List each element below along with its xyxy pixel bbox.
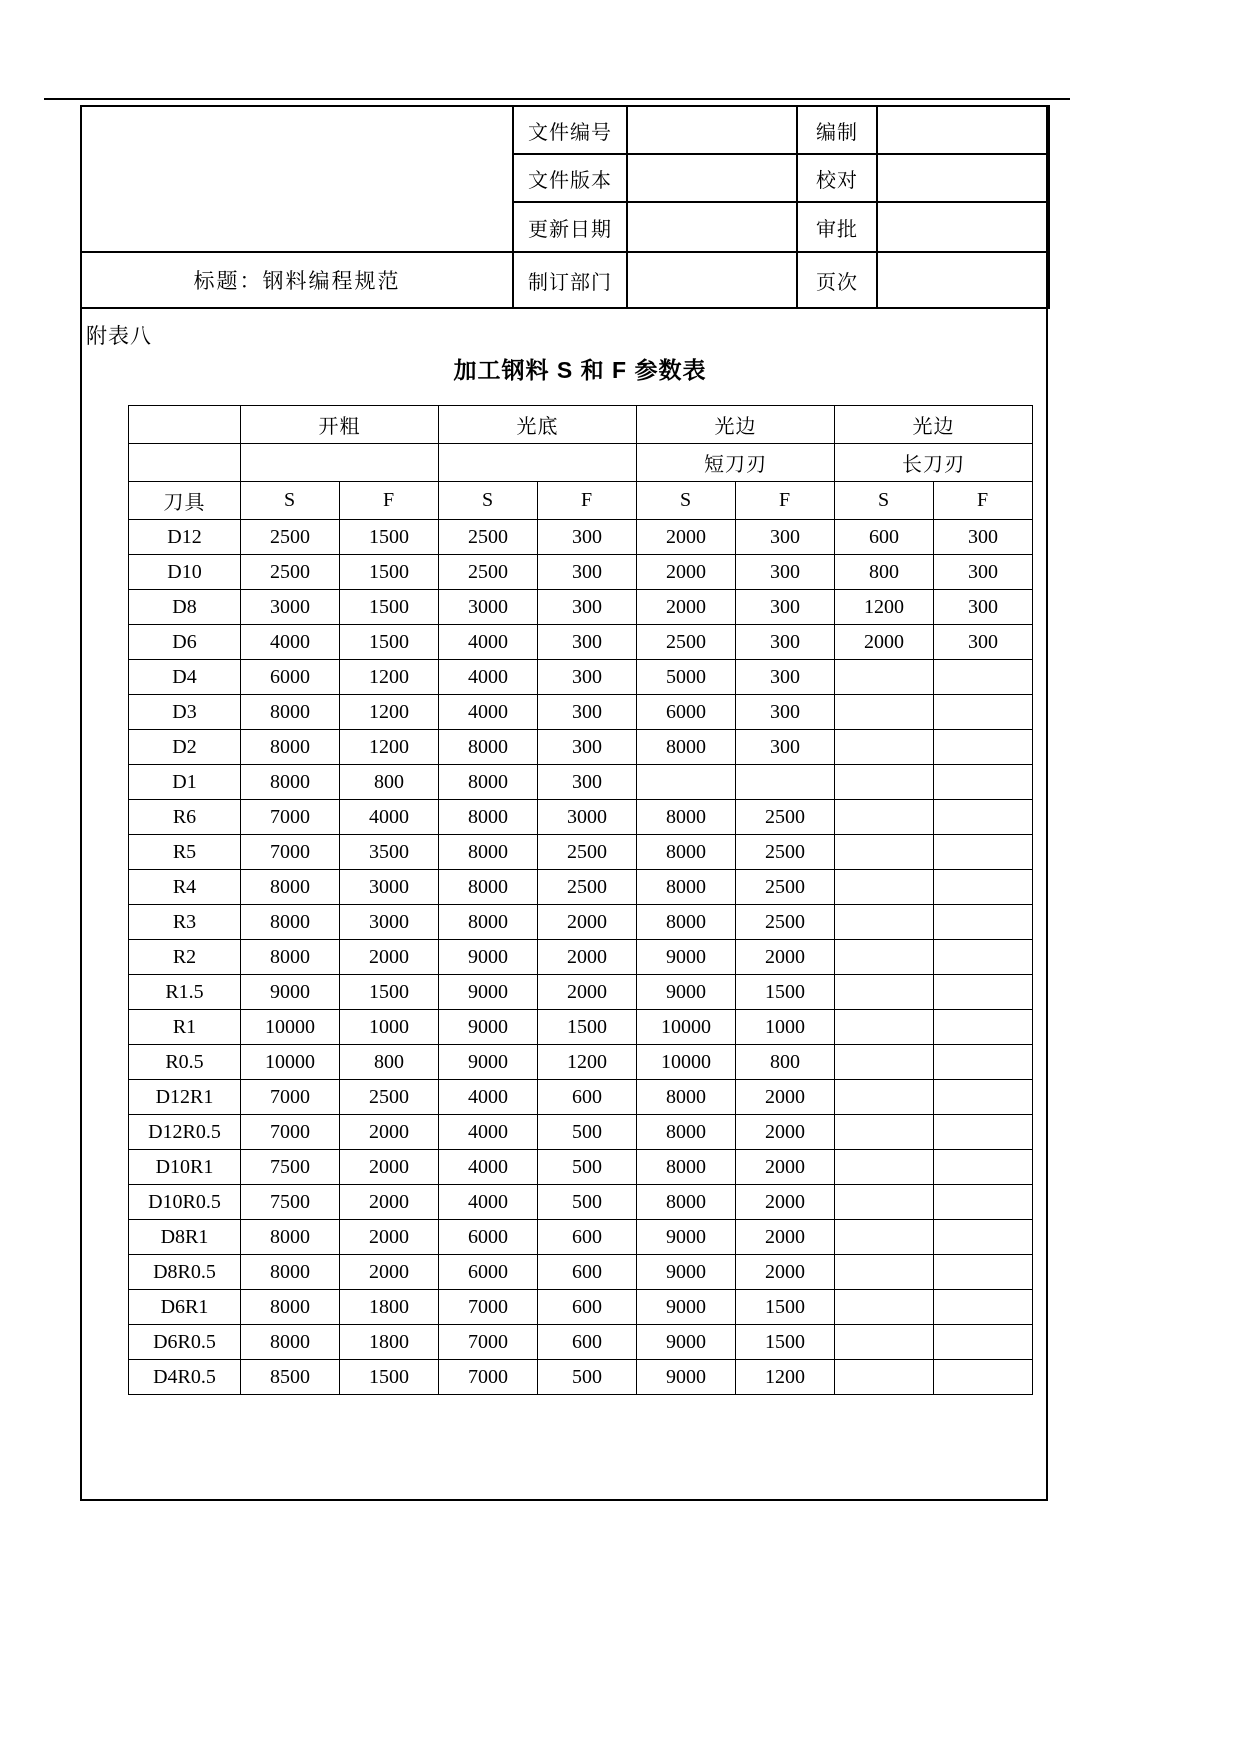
table-row [129, 1255, 1033, 1290]
value-cell [835, 1080, 934, 1115]
value-cell: 7000 [241, 800, 340, 835]
tool-name-cell: D8R1 [129, 1220, 241, 1255]
value-cell: 1500 [736, 975, 835, 1010]
value-cell [835, 660, 934, 695]
value-cell: 2500 [637, 625, 736, 660]
value-cell: 300 [736, 730, 835, 765]
table-row [129, 975, 1033, 1010]
value-cell: 2000 [340, 940, 439, 975]
tool-name-cell: D10R0.5 [129, 1185, 241, 1220]
value-cell: 8000 [241, 765, 340, 800]
value-cell: 8000 [637, 835, 736, 870]
value-cell: 6000 [439, 1255, 538, 1290]
value-cell: 9000 [637, 1325, 736, 1360]
value-cell: 10000 [637, 1045, 736, 1080]
tool-column-header: 刀具 [129, 482, 241, 520]
value-cell: 8000 [637, 1080, 736, 1115]
table-row [129, 660, 1033, 695]
value-cell: 300 [736, 520, 835, 555]
field-label: 校对 [797, 154, 877, 202]
tool-name-cell: R3 [129, 905, 241, 940]
tool-name-cell: D6R0.5 [129, 1325, 241, 1360]
sf-header-cell: S [439, 482, 538, 520]
value-cell: 8000 [637, 870, 736, 905]
value-cell: 2500 [241, 555, 340, 590]
value-cell [835, 1115, 934, 1150]
value-cell: 7500 [241, 1150, 340, 1185]
value-cell: 7000 [241, 835, 340, 870]
sf-header-cell: S [241, 482, 340, 520]
value-cell: 800 [835, 555, 934, 590]
value-cell: 9000 [637, 1290, 736, 1325]
value-cell: 8000 [439, 800, 538, 835]
value-cell: 1200 [340, 695, 439, 730]
sf-header-cell: F [736, 482, 835, 520]
group-header-cell: 光边 [637, 406, 835, 444]
value-cell: 2000 [538, 905, 637, 940]
table-row [129, 1045, 1033, 1080]
value-cell [835, 730, 934, 765]
value-cell: 500 [538, 1360, 637, 1395]
value-cell: 2000 [736, 1080, 835, 1115]
field-label: 编制 [797, 106, 877, 154]
blank-corner-cell [129, 406, 241, 444]
value-cell: 800 [340, 765, 439, 800]
sf-header-cell: S [835, 482, 934, 520]
value-cell: 9000 [439, 940, 538, 975]
value-cell: 9000 [241, 975, 340, 1010]
field-value [877, 202, 1049, 252]
appendix-label: 附表八 [86, 324, 152, 348]
value-cell [934, 1080, 1033, 1115]
value-cell: 2500 [736, 835, 835, 870]
value-cell: 2500 [340, 1080, 439, 1115]
sf-header-cell: S [637, 482, 736, 520]
value-cell [934, 905, 1033, 940]
value-cell [835, 695, 934, 730]
value-cell [934, 1115, 1033, 1150]
value-cell: 10000 [241, 1045, 340, 1080]
value-cell: 1500 [340, 1360, 439, 1395]
document-header-table [80, 105, 1050, 309]
group-header-cell: 开粗 [241, 406, 439, 444]
subgroup-header-cell [439, 444, 637, 482]
value-cell: 9000 [439, 975, 538, 1010]
table-row [129, 835, 1033, 870]
value-cell [934, 1290, 1033, 1325]
value-cell: 3000 [538, 800, 637, 835]
value-cell: 6000 [637, 695, 736, 730]
value-cell: 4000 [439, 1115, 538, 1150]
tool-name-cell: D8 [129, 590, 241, 625]
table-row [129, 940, 1033, 975]
value-cell: 7000 [439, 1290, 538, 1325]
value-cell [835, 1325, 934, 1360]
value-cell: 5000 [637, 660, 736, 695]
value-cell: 2500 [736, 905, 835, 940]
value-cell: 1800 [340, 1290, 439, 1325]
value-cell: 800 [736, 1045, 835, 1080]
value-cell [934, 1325, 1033, 1360]
table-row [129, 1185, 1033, 1220]
value-cell: 300 [934, 625, 1033, 660]
value-cell [934, 1185, 1033, 1220]
value-cell: 1500 [340, 975, 439, 1010]
value-cell: 600 [538, 1290, 637, 1325]
value-cell: 4000 [439, 1150, 538, 1185]
value-cell: 3500 [340, 835, 439, 870]
subgroup-header-row [129, 444, 1033, 482]
value-cell: 6000 [241, 660, 340, 695]
tool-name-cell: D3 [129, 695, 241, 730]
value-cell: 2000 [538, 975, 637, 1010]
value-cell: 2000 [340, 1115, 439, 1150]
value-cell: 1500 [538, 1010, 637, 1045]
tool-name-cell: R4 [129, 870, 241, 905]
table-row [129, 555, 1033, 590]
value-cell [637, 765, 736, 800]
field-value [627, 202, 797, 252]
value-cell: 300 [538, 730, 637, 765]
field-label: 文件编号 [513, 106, 627, 154]
tool-name-cell: R1.5 [129, 975, 241, 1010]
value-cell: 7500 [241, 1185, 340, 1220]
tool-name-cell: R1 [129, 1010, 241, 1045]
value-cell: 8000 [439, 905, 538, 940]
value-cell [934, 765, 1033, 800]
value-cell: 300 [736, 625, 835, 660]
subgroup-header-cell: 长刀刃 [835, 444, 1033, 482]
subgroup-header-cell [241, 444, 439, 482]
tool-name-cell: R5 [129, 835, 241, 870]
value-cell: 2500 [736, 800, 835, 835]
value-cell: 2000 [637, 520, 736, 555]
tool-name-cell: D12 [129, 520, 241, 555]
value-cell: 1800 [340, 1325, 439, 1360]
value-cell: 1200 [340, 660, 439, 695]
value-cell [835, 1185, 934, 1220]
param-table [128, 405, 1033, 1395]
value-cell [835, 905, 934, 940]
table-row [129, 730, 1033, 765]
value-cell: 300 [538, 660, 637, 695]
value-cell: 600 [538, 1325, 637, 1360]
value-cell: 2000 [340, 1185, 439, 1220]
table-row [129, 905, 1033, 940]
param-table-title: 加工钢料 S 和 F 参数表 [453, 357, 707, 383]
value-cell: 300 [736, 590, 835, 625]
tool-name-cell: D8R0.5 [129, 1255, 241, 1290]
table-row [129, 1325, 1033, 1360]
value-cell: 4000 [439, 660, 538, 695]
value-cell: 4000 [340, 800, 439, 835]
value-cell: 2000 [340, 1150, 439, 1185]
value-cell: 600 [835, 520, 934, 555]
value-cell [835, 835, 934, 870]
value-cell: 8500 [241, 1360, 340, 1395]
sf-header-cell: F [934, 482, 1033, 520]
value-cell [835, 975, 934, 1010]
tool-name-cell: D6 [129, 625, 241, 660]
value-cell: 9000 [637, 940, 736, 975]
value-cell: 300 [736, 555, 835, 590]
value-cell: 2500 [439, 555, 538, 590]
value-cell: 4000 [241, 625, 340, 660]
value-cell: 1000 [736, 1010, 835, 1045]
value-cell: 6000 [439, 1220, 538, 1255]
value-cell [934, 870, 1033, 905]
value-cell: 4000 [439, 1185, 538, 1220]
value-cell: 9000 [637, 1255, 736, 1290]
value-cell: 8000 [637, 1150, 736, 1185]
value-cell: 1500 [340, 625, 439, 660]
value-cell: 2000 [736, 1185, 835, 1220]
value-cell: 8000 [637, 800, 736, 835]
value-cell: 2000 [835, 625, 934, 660]
value-cell: 1200 [340, 730, 439, 765]
table-row [129, 520, 1033, 555]
value-cell: 7000 [241, 1080, 340, 1115]
value-cell: 9000 [637, 1220, 736, 1255]
value-cell: 8000 [439, 730, 538, 765]
value-cell: 2500 [538, 870, 637, 905]
value-cell [835, 1220, 934, 1255]
value-cell: 300 [934, 590, 1033, 625]
value-cell [934, 695, 1033, 730]
tool-name-cell: D4R0.5 [129, 1360, 241, 1395]
value-cell [934, 1360, 1033, 1395]
value-cell [835, 765, 934, 800]
value-cell: 4000 [439, 695, 538, 730]
value-cell [934, 730, 1033, 765]
value-cell: 9000 [439, 1010, 538, 1045]
value-cell [934, 1255, 1033, 1290]
value-cell [934, 800, 1033, 835]
value-cell [736, 765, 835, 800]
value-cell [835, 1045, 934, 1080]
top-horizontal-rule [44, 98, 1070, 100]
group-header-cell: 光底 [439, 406, 637, 444]
value-cell: 2000 [736, 940, 835, 975]
field-label: 文件版本 [513, 154, 627, 202]
value-cell: 1200 [538, 1045, 637, 1080]
field-label: 审批 [797, 202, 877, 252]
value-cell: 300 [538, 520, 637, 555]
value-cell: 300 [538, 555, 637, 590]
value-cell: 10000 [637, 1010, 736, 1045]
value-cell [934, 975, 1033, 1010]
value-cell: 9000 [439, 1045, 538, 1080]
value-cell [934, 1220, 1033, 1255]
tool-name-cell: D2 [129, 730, 241, 765]
value-cell: 2000 [637, 555, 736, 590]
value-cell: 8000 [637, 1185, 736, 1220]
logo-area [81, 106, 513, 252]
value-cell [934, 940, 1033, 975]
value-cell [934, 835, 1033, 870]
value-cell: 8000 [637, 905, 736, 940]
header-row [81, 106, 1049, 154]
value-cell: 2500 [439, 520, 538, 555]
field-value [627, 154, 797, 202]
value-cell [934, 1045, 1033, 1080]
value-cell: 2000 [736, 1115, 835, 1150]
value-cell: 8000 [241, 1325, 340, 1360]
value-cell: 3000 [340, 870, 439, 905]
value-cell: 8000 [241, 1290, 340, 1325]
value-cell: 1500 [340, 520, 439, 555]
value-cell: 8000 [637, 1115, 736, 1150]
value-cell: 8000 [241, 730, 340, 765]
table-row [129, 1010, 1033, 1045]
value-cell: 8000 [241, 695, 340, 730]
value-cell: 1500 [340, 590, 439, 625]
tool-name-cell: D1 [129, 765, 241, 800]
value-cell: 3000 [241, 590, 340, 625]
value-cell: 9000 [637, 975, 736, 1010]
field-value [877, 154, 1049, 202]
tool-name-cell: D4 [129, 660, 241, 695]
value-cell: 1500 [736, 1290, 835, 1325]
field-label: 页次 [797, 252, 877, 308]
value-cell: 500 [538, 1150, 637, 1185]
value-cell: 8000 [439, 765, 538, 800]
document-title: 标题：钢料编程规范 [81, 252, 513, 308]
value-cell: 1500 [736, 1325, 835, 1360]
tool-name-cell: D10R1 [129, 1150, 241, 1185]
blank-corner-cell [129, 444, 241, 482]
value-cell: 300 [934, 520, 1033, 555]
table-row [129, 1150, 1033, 1185]
tool-name-cell: R2 [129, 940, 241, 975]
value-cell: 2000 [736, 1150, 835, 1185]
tool-name-cell: D12R1 [129, 1080, 241, 1115]
field-value [877, 106, 1049, 154]
value-cell: 10000 [241, 1010, 340, 1045]
field-value [627, 252, 797, 308]
value-cell: 8000 [241, 1220, 340, 1255]
value-cell [835, 870, 934, 905]
value-cell: 300 [538, 765, 637, 800]
header-row [81, 252, 1049, 308]
value-cell: 8000 [439, 835, 538, 870]
value-cell: 2500 [538, 835, 637, 870]
value-cell [835, 940, 934, 975]
value-cell [835, 1255, 934, 1290]
sf-header-row [129, 482, 1033, 520]
value-cell [934, 1150, 1033, 1185]
value-cell [835, 800, 934, 835]
value-cell: 8000 [241, 905, 340, 940]
value-cell: 2000 [736, 1255, 835, 1290]
value-cell: 8000 [241, 940, 340, 975]
value-cell: 300 [538, 590, 637, 625]
value-cell: 4000 [439, 625, 538, 660]
value-cell [835, 1360, 934, 1395]
value-cell: 2000 [637, 590, 736, 625]
value-cell: 600 [538, 1220, 637, 1255]
table-row [129, 695, 1033, 730]
table-row [129, 800, 1033, 835]
value-cell: 3000 [439, 590, 538, 625]
table-row [129, 625, 1033, 660]
value-cell: 300 [538, 625, 637, 660]
value-cell: 2500 [241, 520, 340, 555]
value-cell: 3000 [340, 905, 439, 940]
tool-name-cell: R0.5 [129, 1045, 241, 1080]
tool-name-cell: D10 [129, 555, 241, 590]
value-cell [835, 1010, 934, 1045]
sf-header-cell: F [538, 482, 637, 520]
table-row [129, 590, 1033, 625]
value-cell: 1200 [835, 590, 934, 625]
value-cell: 300 [736, 660, 835, 695]
value-cell: 8000 [637, 730, 736, 765]
value-cell: 2500 [736, 870, 835, 905]
value-cell: 800 [340, 1045, 439, 1080]
value-cell: 600 [538, 1080, 637, 1115]
table-row [129, 1360, 1033, 1395]
value-cell: 500 [538, 1185, 637, 1220]
value-cell [835, 1290, 934, 1325]
table-row [129, 765, 1033, 800]
param-table-body [129, 520, 1033, 1395]
tool-name-cell: D6R1 [129, 1290, 241, 1325]
table-row [129, 1220, 1033, 1255]
value-cell: 300 [736, 695, 835, 730]
table-row [129, 1290, 1033, 1325]
value-cell: 300 [934, 555, 1033, 590]
value-cell: 9000 [637, 1360, 736, 1395]
value-cell [934, 660, 1033, 695]
value-cell [934, 1010, 1033, 1045]
value-cell: 1500 [340, 555, 439, 590]
field-label: 更新日期 [513, 202, 627, 252]
value-cell: 1000 [340, 1010, 439, 1045]
value-cell: 1200 [736, 1360, 835, 1395]
field-value [877, 252, 1049, 308]
value-cell: 2000 [538, 940, 637, 975]
value-cell: 2000 [340, 1220, 439, 1255]
value-cell: 500 [538, 1115, 637, 1150]
value-cell: 2000 [340, 1255, 439, 1290]
value-cell: 7000 [439, 1360, 538, 1395]
group-header-cell: 光边 [835, 406, 1033, 444]
sf-header-cell: F [340, 482, 439, 520]
value-cell: 300 [538, 695, 637, 730]
field-label: 制订部门 [513, 252, 627, 308]
table-row [129, 1115, 1033, 1150]
value-cell: 8000 [241, 1255, 340, 1290]
value-cell: 2000 [736, 1220, 835, 1255]
tool-name-cell: R6 [129, 800, 241, 835]
tool-name-cell: D12R0.5 [129, 1115, 241, 1150]
value-cell: 4000 [439, 1080, 538, 1115]
table-row [129, 870, 1033, 905]
field-value [627, 106, 797, 154]
value-cell: 7000 [241, 1115, 340, 1150]
value-cell: 8000 [439, 870, 538, 905]
table-row [129, 1080, 1033, 1115]
value-cell: 600 [538, 1255, 637, 1290]
value-cell [835, 1150, 934, 1185]
group-header-row [129, 406, 1033, 444]
subgroup-header-cell: 短刀刃 [637, 444, 835, 482]
value-cell: 8000 [241, 870, 340, 905]
value-cell: 7000 [439, 1325, 538, 1360]
